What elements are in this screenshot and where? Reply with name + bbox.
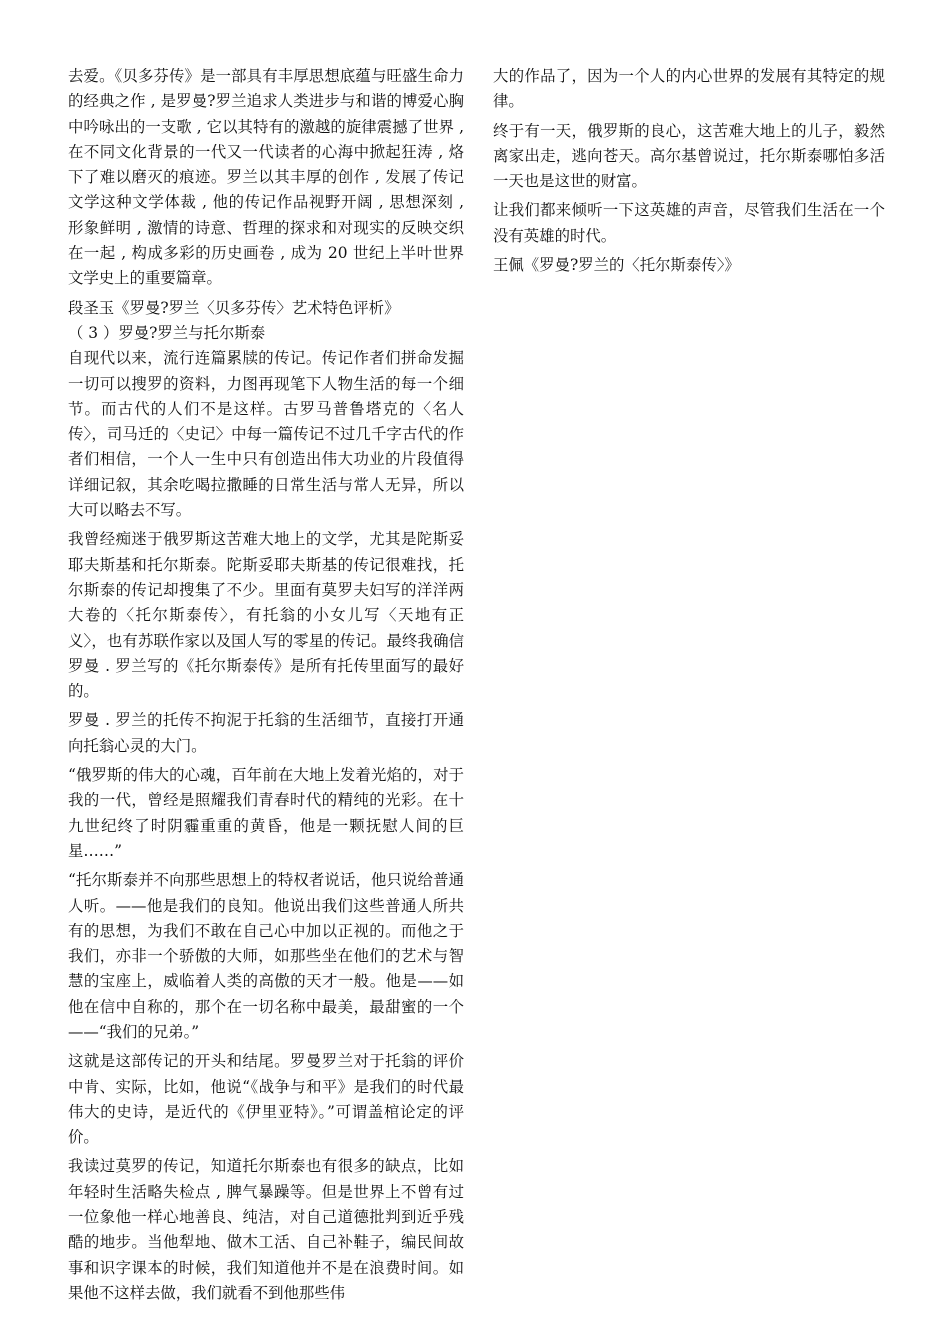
section-heading-3: （ 3 ）罗曼?罗兰与托尔斯泰 [68, 323, 266, 342]
paragraph-leaving-home: 终于有一天，俄罗斯的良心，这苦难大地上的儿子，毅然离家出走，逃向苍天。高尔基曾说过，托尔斯泰哪怕多活一天也是这世的财富。 [493, 121, 885, 191]
paragraph-continuation: 大的作品了，因为一个人的内心世界的发展有其特定的规律。 [493, 67, 885, 111]
paragraph-soul-door: 罗曼 . 罗兰的托传不拘泥于托翁的生活细节，直接打开通向托翁心灵的大门。 [68, 711, 464, 755]
left-column [68, 64, 464, 1306]
right-column [493, 64, 885, 278]
quote-great-soul: “俄罗斯的伟大的心魂，百年前在大地上发着光焰的，对于我的一代，曾经是照耀我们青春时代的精纯的光彩。在十九世纪终了时阴霾重重的黄昏，他是一颗抚慰人间的巨星……” [68, 766, 464, 860]
paragraph-beethoven-summary: 去爱。《贝多芬传》是一部具有丰厚思想底蕴与旺盛生命力的经典之作 , 是罗曼?罗兰追求人类进步与和谐的博爱心胸中吟咏出的一支歌 , 它以其特有的激越的旋律震撼了世界 , 在不同文化背景的一代又一代读者的心海中掀起狂涛 , 烙下了难以磨灭的痕迹。罗兰以其丰厚的创作 , 发展了传记文学这种文学体裁 , 他的传记作品视野开阔 , 思想深刻 , 形象鲜明 , 激情的诗意、哲理的探求和对现实的反映交织在一起 , 构成多彩的历史画卷 , 成为 20 世纪上半叶世界文学史上的重要篇章。 [68, 67, 464, 288]
paragraph-hero-voice: 让我们都来倾听一下这英雄的声音，尽管我们生活在一个没有英雄的时代。 [493, 201, 885, 245]
citation-duan-shengyu: 段圣玉《罗曼?罗兰〈贝多芬传〉艺术特色评析》 [68, 298, 400, 317]
paragraph-modern-biographies: 自现代以来，流行连篇累牍的传记。传记作者们拼命发掘一切可以搜罗的资料，力图再现笔下人物生活的每一个细节。而古代的人们不是这样。古罗马普鲁塔克的〈名人传〉，司马迁的〈史记〉中每一篇传记不过几千字古代的作者们相信，一个人一生中只有创造出伟大功业的片段值得详细记叙，其余吃喝拉撒睡的日常生活与常人无异，所以大可以略去不写。 [68, 349, 464, 520]
citation-wang-pei: 王佩《罗曼?罗兰的〈托尔斯泰传〉》 [493, 256, 740, 275]
quote-conscience: “托尔斯泰并不向那些思想上的特权者说话，他只说给普通人听。——他是我们的良知。他说出我们这些普通人所共有的思想，为我们不敢在自己心中加以正视的。而他之于我们，亦非一个骄傲的大师，如那些坐在他们的艺术与智慧的宝座上，威临着人类的高傲的天才一般。他是——如他在信中自称的，那个在一切名称中最美，最甜蜜的一个——“我们的兄弟。” [68, 871, 464, 1041]
paragraph-tolstoy-flaws: 我读过莫罗的传记，知道托尔斯泰也有很多的缺点，比如年轻时生活略失检点 , 脾气暴躁等。但是世界上不曾有过一位象他一样心地善良、纯洁，对自己道德批判到近乎残酷的地步。当他犁地、做木工活、自己补鞋子，编民间故事和识字课本的时候，我们知道他并不是在浪费时间。如果他不这样去做，我们就看不到他那些伟 [68, 1157, 464, 1302]
paragraph-russian-literature: 我曾经痴迷于俄罗斯这苦难大地上的文学，尤其是陀斯妥耶夫斯基和托尔斯泰。陀斯妥耶夫斯基的传记很难找，托尔斯泰的传记却搜集了不少。里面有莫罗夫妇写的洋洋两大卷的〈托尔斯泰传〉，有托翁的小女儿写〈天地有正义〉，也有苏联作家以及国人写的零星的传记。最终我确信罗曼 . 罗兰写的《托尔斯泰传》是所有托传里面写的最好的。 [68, 530, 464, 701]
paragraph-beginning-and-end: 这就是这部传记的开头和结尾。罗曼罗兰对于托翁的评价中肯、实际，比如，他说“《战争与和平》是我们的时代最伟大的史诗，是近代的《伊里亚特》。”可谓盖棺论定的评价。 [68, 1052, 464, 1147]
